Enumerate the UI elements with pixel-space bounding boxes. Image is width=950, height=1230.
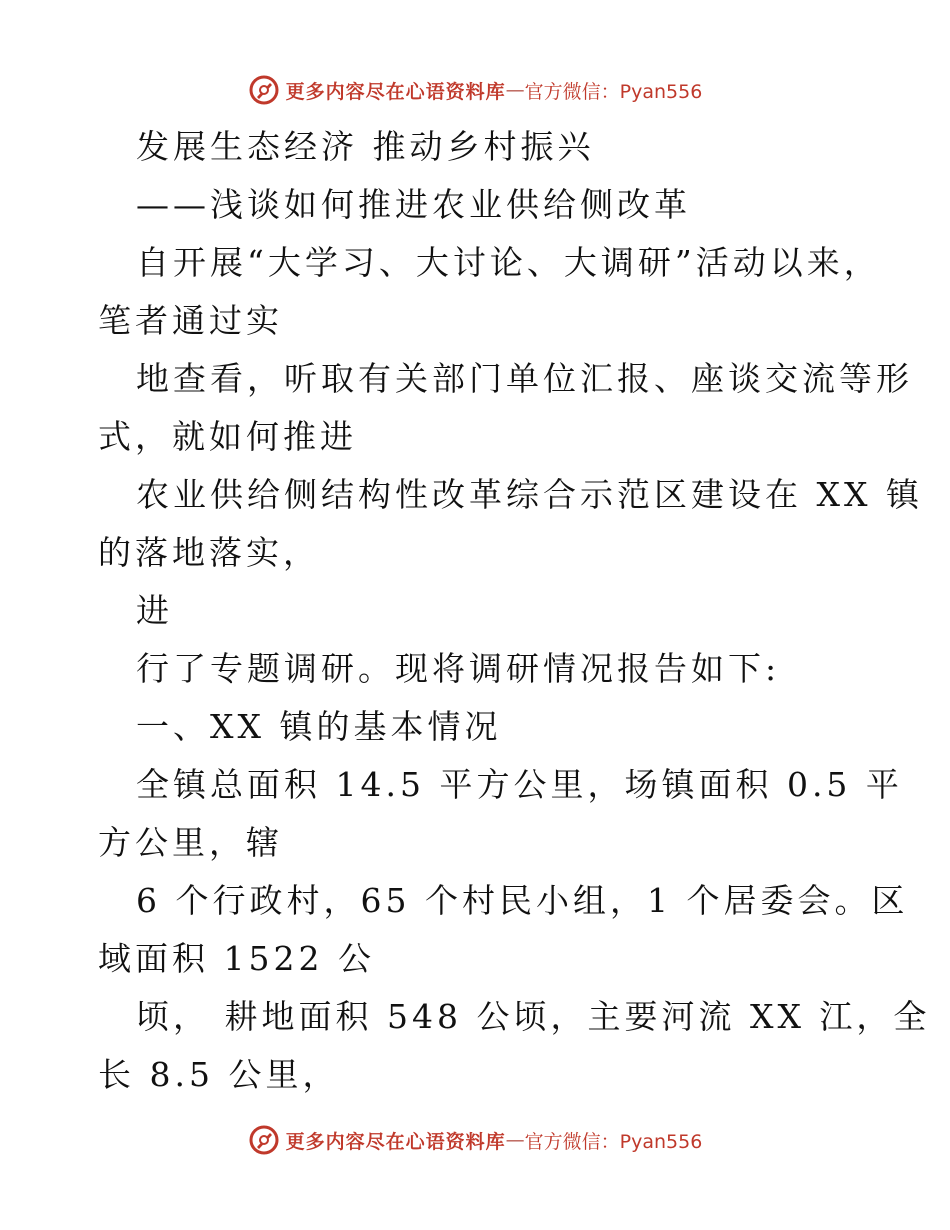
doc-line: 顷， 耕地面积 548 公顷，主要河流 XX 江，全	[136, 997, 931, 1036]
doc-line: 农业供给侧结构性改革综合示范区建设在 XX 镇	[136, 475, 923, 514]
doc-subtitle: ——浅谈如何推进农业供给侧改革	[136, 185, 691, 224]
doc-line: 进	[136, 591, 173, 630]
doc-line: 行了专题调研。现将调研情况报告如下:	[136, 649, 781, 688]
watermark-wechat: 官方微信：Pyan556	[524, 1130, 703, 1153]
watermark-text: 更多内容尽在心语资料库	[285, 80, 506, 103]
quill-logo-icon	[248, 1124, 280, 1156]
watermark-text: 更多内容尽在心语资料库	[285, 1130, 506, 1153]
section-heading: 一、XX 镇的基本情况	[136, 707, 502, 746]
watermark-banner-bottom	[0, 1120, 950, 1160]
doc-line: 的落地落实，	[98, 533, 320, 572]
doc-line: 地查看，听取有关部门单位汇报、座谈交流等形	[136, 359, 913, 398]
doc-line: 6 个行政村，65 个村民小组，1 个居委会。区	[136, 881, 909, 920]
doc-line: 笔者通过实	[98, 301, 283, 340]
watermark-wechat: 官方微信：Pyan556	[524, 80, 703, 103]
doc-line: 方公里，辖	[98, 823, 283, 862]
doc-line: 域面积 1522 公	[98, 939, 375, 978]
watermark-banner-top	[0, 70, 950, 110]
doc-line: 式，就如何推进	[98, 417, 357, 456]
doc-line: 长 8.5 公里，	[98, 1055, 340, 1094]
doc-title: 发展生态经济 推动乡村振兴	[136, 127, 595, 166]
doc-line: 全镇总面积 14.5 平方公里，场镇面积 0.5 平	[136, 765, 903, 804]
watermark-separator: —	[505, 79, 525, 101]
doc-line: 自开展“大学习、大讨论、大调研”活动以来，	[136, 243, 881, 282]
quill-logo-icon	[248, 74, 280, 106]
watermark-separator: —	[505, 1129, 525, 1151]
